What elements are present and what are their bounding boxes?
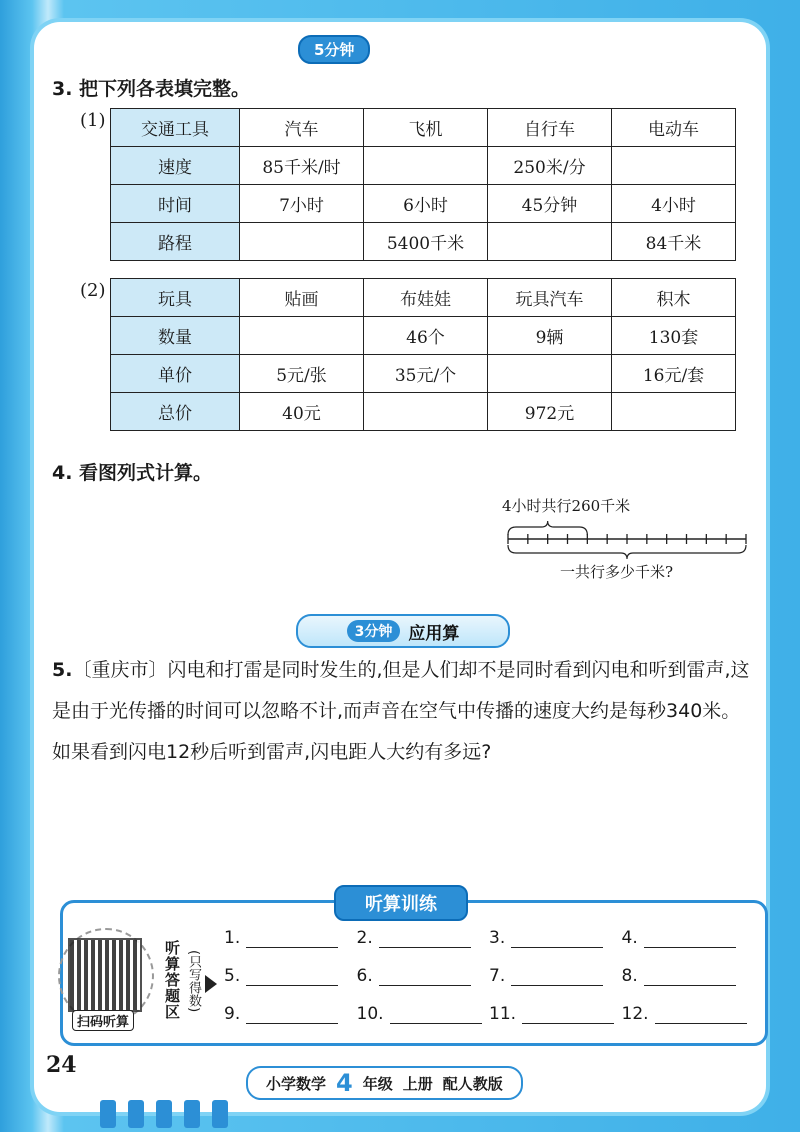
answer-grid bbox=[224, 928, 754, 1024]
table-cell bbox=[240, 223, 364, 261]
table-cell bbox=[612, 147, 736, 185]
table-row bbox=[111, 223, 736, 261]
table-cell: 40元 bbox=[240, 393, 364, 431]
table-header-cell: 总价 bbox=[111, 393, 240, 431]
answer-number: 11. bbox=[489, 1004, 517, 1024]
q3-title: 3. 把下列各表填完整。 bbox=[52, 78, 251, 100]
answer-slot bbox=[489, 966, 622, 986]
answer-slot bbox=[224, 966, 357, 986]
bottom-decoration bbox=[100, 1100, 240, 1132]
table-cell bbox=[364, 393, 488, 431]
answer-slot bbox=[489, 928, 622, 948]
answer-blank[interactable] bbox=[379, 929, 471, 948]
q5-number: 5. bbox=[52, 659, 73, 681]
answer-blank[interactable] bbox=[655, 1005, 747, 1024]
table-row bbox=[111, 147, 736, 185]
table-cell: 130套 bbox=[612, 317, 736, 355]
table-cell: 250米/分 bbox=[488, 147, 612, 185]
table-cell bbox=[612, 393, 736, 431]
answer-number: 8. bbox=[621, 966, 638, 986]
table-cell: 35元/个 bbox=[364, 355, 488, 393]
book-footer bbox=[246, 1066, 523, 1100]
table-transport bbox=[110, 108, 736, 261]
table1-label: (1) bbox=[80, 110, 106, 131]
table-cell: 45分钟 bbox=[488, 185, 612, 223]
answer-number: 1. bbox=[224, 928, 241, 948]
table-cell: 84千米 bbox=[612, 223, 736, 261]
table-cell bbox=[488, 355, 612, 393]
answer-number: 3. bbox=[489, 928, 506, 948]
answer-blank[interactable] bbox=[390, 1005, 482, 1024]
table-cell bbox=[364, 147, 488, 185]
table-cell bbox=[240, 317, 364, 355]
answer-slot bbox=[622, 928, 755, 948]
top-brace bbox=[508, 521, 587, 535]
triangle-arrow-icon bbox=[205, 975, 217, 993]
diagram-bottom-label: 一共行多少千米? bbox=[560, 563, 674, 581]
scan-label: 扫码听算 bbox=[72, 1010, 134, 1031]
answer-number: 2. bbox=[356, 928, 373, 948]
answer-blank[interactable] bbox=[522, 1005, 614, 1024]
table-cell: 飞机 bbox=[364, 109, 488, 147]
answer-blank[interactable] bbox=[511, 967, 603, 986]
answer-blank[interactable] bbox=[246, 1005, 338, 1024]
table-cell bbox=[488, 223, 612, 261]
answer-blank[interactable] bbox=[246, 929, 338, 948]
table-header-cell: 单价 bbox=[111, 355, 240, 393]
table-row bbox=[111, 185, 736, 223]
minutes-badge: 5分钟 bbox=[298, 35, 370, 64]
table-cell: 贴画 bbox=[240, 279, 364, 317]
table-cell: 积木 bbox=[612, 279, 736, 317]
footer-grade-number: 4 bbox=[336, 1069, 353, 1097]
table-header-cell: 交通工具 bbox=[111, 109, 240, 147]
answer-blank[interactable] bbox=[644, 929, 736, 948]
bottom-brace bbox=[508, 545, 746, 559]
answer-slot bbox=[622, 966, 755, 986]
table-cell: 9辆 bbox=[488, 317, 612, 355]
q4-title: 4. 看图列式计算。 bbox=[52, 462, 213, 484]
q5-problem bbox=[52, 650, 752, 773]
table-cell: 4小时 bbox=[612, 185, 736, 223]
footer-subject: 小学数学 bbox=[266, 1074, 327, 1093]
table-header-cell: 数量 bbox=[111, 317, 240, 355]
table-row bbox=[111, 109, 736, 147]
diagram-top-label: 4小时共行260千米 bbox=[502, 497, 631, 515]
header-badge bbox=[298, 36, 498, 62]
table-cell: 自行车 bbox=[488, 109, 612, 147]
table-header-cell: 玩具 bbox=[111, 279, 240, 317]
answer-number: 6. bbox=[356, 966, 373, 986]
answer-slot bbox=[622, 1004, 755, 1024]
footer-volume: 上册 bbox=[402, 1074, 433, 1093]
qr-code-icon[interactable] bbox=[68, 938, 142, 1012]
table-cell: 7小时 bbox=[240, 185, 364, 223]
answer-number: 12. bbox=[621, 1004, 649, 1024]
answer-slot bbox=[357, 928, 490, 948]
table-cell: 972元 bbox=[488, 393, 612, 431]
table-cell: 布娃娃 bbox=[364, 279, 488, 317]
table-toys bbox=[110, 278, 736, 431]
answer-number: 9. bbox=[224, 1004, 241, 1024]
table-row bbox=[111, 355, 736, 393]
answer-number: 5. bbox=[224, 966, 241, 986]
answer-area-note: (只写得数) bbox=[186, 950, 201, 1013]
answer-slot bbox=[224, 1004, 357, 1024]
listening-title: 听算训练 bbox=[334, 885, 468, 921]
table-cell: 6小时 bbox=[364, 185, 488, 223]
answer-number: 4. bbox=[621, 928, 638, 948]
section-name: 应用算 bbox=[408, 623, 460, 644]
table-cell: 汽车 bbox=[240, 109, 364, 147]
table-row bbox=[111, 279, 736, 317]
answer-number: 10. bbox=[356, 1004, 384, 1024]
table-cell: 46个 bbox=[364, 317, 488, 355]
answer-blank[interactable] bbox=[644, 967, 736, 986]
table-cell: 5元/张 bbox=[240, 355, 364, 393]
answer-area-label: 听算答题区 bbox=[163, 940, 181, 1020]
footer-edition: 配人教版 bbox=[442, 1074, 503, 1093]
footer-grade-word: 年级 bbox=[362, 1074, 393, 1093]
answer-slot bbox=[489, 1004, 622, 1024]
table-header-cell: 速度 bbox=[111, 147, 240, 185]
table-header-cell: 路程 bbox=[111, 223, 240, 261]
segment-diagram bbox=[500, 495, 760, 585]
section-badge bbox=[296, 614, 510, 648]
table-row bbox=[111, 393, 736, 431]
table-cell: 85千米/时 bbox=[240, 147, 364, 185]
answer-slot bbox=[357, 966, 490, 986]
table-cell: 5400千米 bbox=[364, 223, 488, 261]
answer-blank[interactable] bbox=[379, 967, 471, 986]
table2-label: (2) bbox=[80, 280, 106, 301]
answer-blank[interactable] bbox=[511, 929, 603, 948]
answer-slot bbox=[357, 1004, 490, 1024]
table-row bbox=[111, 317, 736, 355]
page-number: 24 bbox=[46, 1052, 77, 1078]
table-cell: 电动车 bbox=[612, 109, 736, 147]
table-header-cell: 时间 bbox=[111, 185, 240, 223]
answer-slot bbox=[224, 928, 357, 948]
answer-number: 7. bbox=[489, 966, 506, 986]
answer-blank[interactable] bbox=[246, 967, 338, 986]
q5-text: 〔重庆市〕闪电和打雷是同时发生的,但是人们却不是同时看到闪电和听到雷声,这是由于光传播的时间可以忽略不计,而声音在空气中传播的速度大约是每秒340米。如果看到闪电12秒后听到雷声,闪电距人大约有多远? bbox=[52, 659, 750, 763]
section-minutes: 3分钟 bbox=[347, 620, 401, 642]
table-cell: 玩具汽车 bbox=[488, 279, 612, 317]
table-cell: 16元/套 bbox=[612, 355, 736, 393]
